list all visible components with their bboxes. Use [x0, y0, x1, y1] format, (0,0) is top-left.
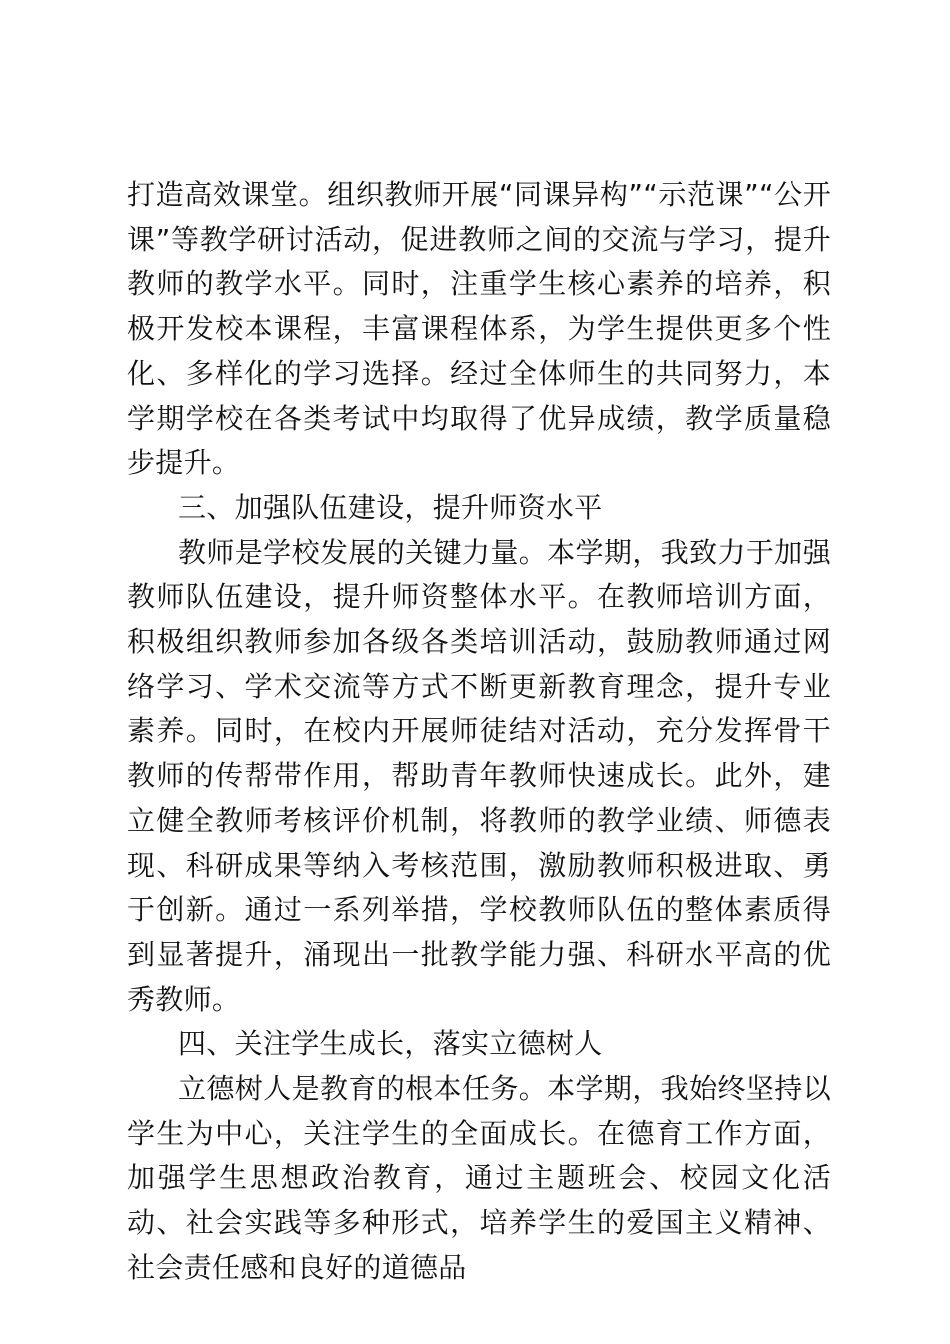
section-heading-4: 四、关注学生成长，落实立德树人 — [178, 1027, 603, 1061]
paragraph-teacher-team: 教师是学校发展的关键力量。本学期，我致力于加强教师队伍建设，提升师资整体水平。在教师培训方面，积极组织教师参加各级各类培训活动，鼓励教师通过网络学习、学术交流等方式不断更新教育理念，提升专业素养。同时，在校内开展师徒结对活动，充分发挥骨干教师的传帮带作用，帮助青年教师快速成长。此外，建立健全教师考核评价机制，将教师的教学业绩、师德表现、科研成果等纳入考核范围，激励教师积极进取、勇于创新。通过一系列举措，学校教师队伍的整体素质得到显著提升，涌现出一批教学能力强、科研水平高的优秀教师。 — [127, 535, 831, 1016]
document-body — [127, 173, 831, 1291]
paragraph-student-growth: 立德树人是教育的根本任务。本学期，我始终坚持以学生为中心，关注学生的全面成长。在德育工作方面，加强学生思想政治教育，通过主题班会、校园文化活动、社会实践等多种形式，培养学生的爱国主义精神、社会责任感和良好的道德品 — [127, 1072, 831, 1284]
paragraph-continued: 打造高效课堂。组织教师开展“同课异构”“示范课”“公开课”等教学研讨活动，促进教师之间的交流与学习，提升教师的教学水平。同时，注重学生核心素养的培养，积极开发校本课程，丰富课程体系，为学生提供更多个性化、多样化的学习选择。经过全体师生的共同努力，本学期学校在各类考试中均取得了优异成绩，教学质量稳步提升。 — [127, 178, 831, 480]
section-heading-3: 三、加强队伍建设，提升师资水平 — [178, 490, 603, 524]
